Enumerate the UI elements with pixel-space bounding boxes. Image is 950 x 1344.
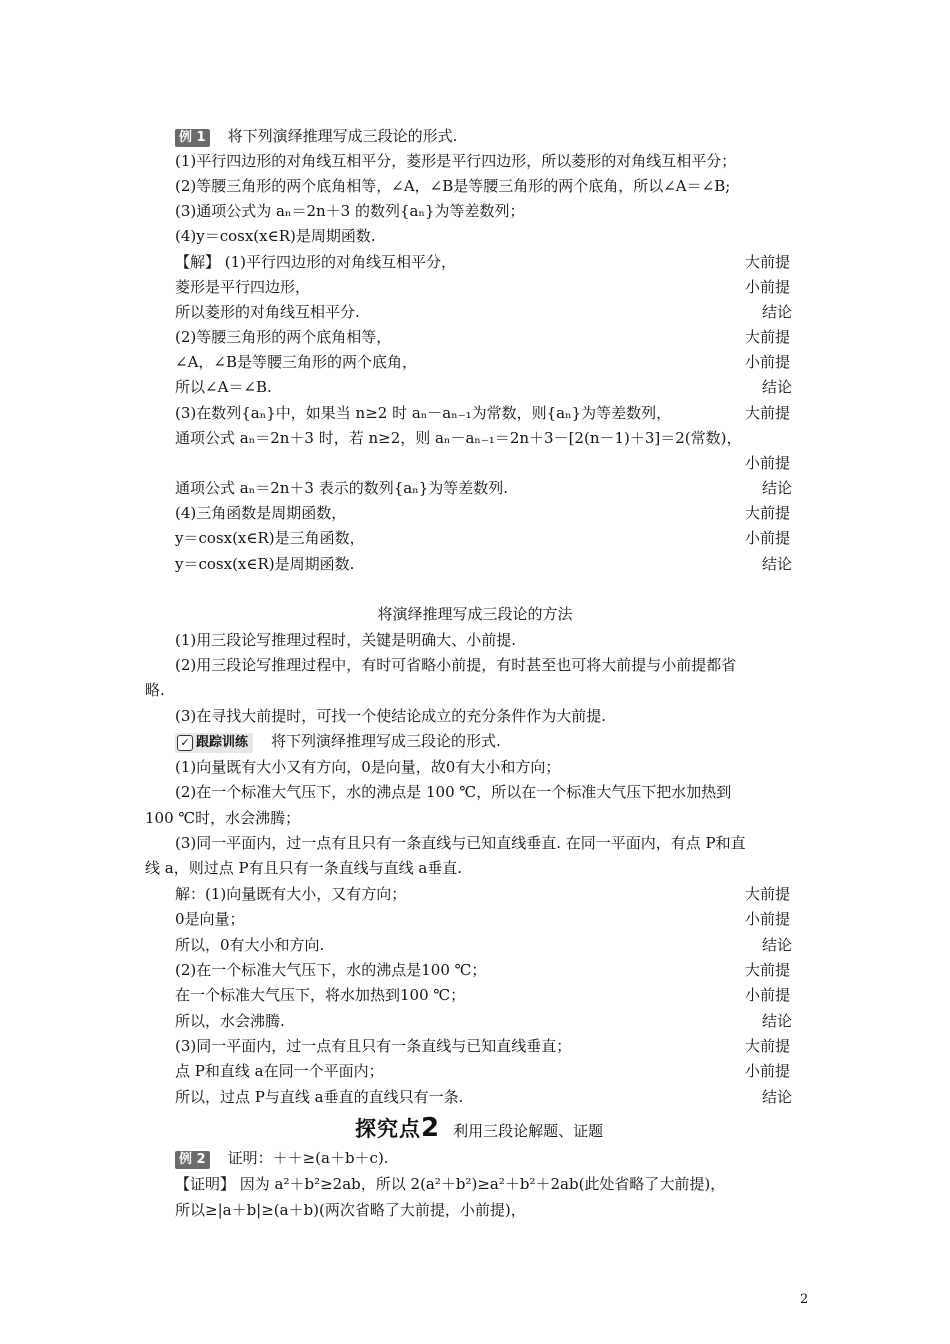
method-line: (1)用三段论写推理过程时，关键是明确大、小前提. bbox=[175, 631, 517, 649]
practice-item: (2)在一个标准大气压下，水的沸点是 100 ℃，所以在一个标准大气压下把水加热到 bbox=[175, 783, 732, 801]
proof-line: 【证明】 因为 a²＋b²≥2ab，所以 2(a²＋b²)≥a²＋b²＋2ab(此处省略了大前提)， bbox=[175, 1175, 726, 1193]
conclusion-tag: 结论 bbox=[762, 555, 793, 573]
example-1-prompt: 将下列演绎推理写成三段论的形式. bbox=[227, 127, 458, 145]
method-line: 略. bbox=[145, 681, 165, 699]
practice-badge: ✓ 跟踪训练 bbox=[175, 733, 253, 753]
practice-item: 线 a，则过点 P有且只有一条直线与直线 a垂直. bbox=[145, 859, 463, 877]
practice-prompt: 将下列演绎推理写成三段论的形式. bbox=[271, 732, 501, 750]
solution-line: 菱形是平行四边形， bbox=[175, 278, 311, 296]
practice-solution-line: 所以，过点 P与直线 a垂直的直线只有一条. bbox=[175, 1088, 464, 1106]
proof-line: 所以≥|a＋b|≥(a＋b)(两次省略了大前提，小前提)， bbox=[175, 1201, 526, 1219]
example-1-badge: 例 1 bbox=[175, 129, 210, 147]
practice-heading bbox=[175, 731, 501, 753]
practice-item: (3)同一平面内，过一点有且只有一条直线与已知直线垂直. 在同一平面内，有点 P和直 bbox=[175, 834, 746, 852]
practice-solution-line: 在一个标准大气压下，将水加热到100 ℃； bbox=[175, 986, 466, 1004]
premise-tag: 大前提 bbox=[745, 253, 791, 271]
premise-tag: 小前提 bbox=[745, 1062, 791, 1080]
page-number: 2 bbox=[800, 1292, 809, 1307]
solution-line: ∠A，∠B是等腰三角形的两个底角， bbox=[175, 353, 417, 371]
practice-solution-line: 所以，水会沸腾. bbox=[175, 1012, 285, 1030]
premise-tag: 大前提 bbox=[745, 885, 791, 903]
conclusion-tag: 结论 bbox=[762, 479, 793, 497]
solution-line: (4)三角函数是周期函数， bbox=[175, 504, 347, 522]
premise-tag: 小前提 bbox=[745, 278, 791, 296]
solution-line: (3)在数列{aₙ}中，如果当 n≥2 时 aₙ－aₙ₋₁为常数，则{aₙ}为等差数列， bbox=[175, 404, 672, 422]
conclusion-tag: 结论 bbox=[762, 1088, 793, 1106]
solution-line: y＝cosx(x∈R)是周期函数. bbox=[175, 555, 355, 573]
solution-line: 所以∠A＝∠B. bbox=[175, 378, 272, 396]
premise-tag: 大前提 bbox=[745, 404, 791, 422]
method-line: (3)在寻找大前提时，可找一个使结论成立的充分条件作为大前提. bbox=[175, 707, 607, 725]
practice-solution-line: 0是向量； bbox=[175, 910, 245, 928]
solution-line: y＝cosx(x∈R)是三角函数， bbox=[175, 529, 365, 547]
premise-tag: 小前提 bbox=[745, 986, 791, 1004]
section-number: 2 bbox=[421, 1113, 440, 1143]
premise-tag: 小前提 bbox=[745, 454, 791, 472]
practice-item: 100 ℃时，水会沸腾； bbox=[145, 809, 301, 827]
solution-line: 所以菱形的对角线互相平分. bbox=[175, 303, 360, 321]
premise-tag: 大前提 bbox=[745, 961, 791, 979]
practice-solution-line: (2)在一个标准大气压下，水的沸点是100 ℃； bbox=[175, 961, 487, 979]
practice-solution-line: 点 P和直线 a在同一个平面内； bbox=[175, 1062, 384, 1080]
example-1-item: (3)通项公式为 aₙ＝2n＋3 的数列{aₙ}为等差数列； bbox=[175, 202, 525, 220]
premise-tag: 小前提 bbox=[745, 529, 791, 547]
section-title: 探究点 bbox=[355, 1117, 421, 1141]
solution-line: (2)等腰三角形的两个底角相等， bbox=[175, 328, 392, 346]
premise-tag: 大前提 bbox=[745, 1037, 791, 1055]
example-1-item: (1)平行四边形的对角线互相平分，菱形是平行四边形，所以菱形的对角线互相平分； bbox=[175, 152, 737, 170]
method-line: (2)用三段论写推理过程中，有时可省略小前提，有时甚至也可将大前提与小前提都省 bbox=[175, 656, 737, 674]
example-2-prompt: 证明：＋＋≥(a＋b＋c). bbox=[227, 1149, 389, 1167]
method-title: 将演绎推理写成三段论的方法 bbox=[377, 605, 573, 623]
example-2-heading bbox=[175, 1148, 389, 1169]
section-2-heading bbox=[355, 1113, 603, 1143]
practice-item: (1)向量既有大小又有方向，0是向量，故0有大小和方向； bbox=[175, 758, 561, 776]
practice-solution-line: 解：(1)向量既有大小，又有方向； bbox=[175, 885, 407, 903]
solution-line: 通项公式 aₙ＝2n＋3 时，若 n≥2，则 aₙ－aₙ₋₁＝2n＋3－[2(n－1)＋3]＝2(常数)， bbox=[175, 429, 742, 447]
conclusion-tag: 结论 bbox=[762, 936, 793, 954]
conclusion-tag: 结论 bbox=[762, 378, 793, 396]
example-1-item: (2)等腰三角形的两个底角相等，∠A，∠B是等腰三角形的两个底角，所以∠A＝∠B; bbox=[175, 177, 731, 195]
practice-solution-line: 所以，0有大小和方向. bbox=[175, 936, 325, 954]
solution-line: 通项公式 aₙ＝2n＋3 表示的数列{aₙ}为等差数列. bbox=[175, 479, 509, 497]
premise-tag: 大前提 bbox=[745, 328, 791, 346]
conclusion-tag: 结论 bbox=[762, 1012, 793, 1030]
premise-tag: 小前提 bbox=[745, 353, 791, 371]
solution-line: 【解】 (1)平行四边形的对角线互相平分， bbox=[175, 253, 457, 271]
example-1-heading bbox=[175, 126, 457, 147]
section-subtitle: 利用三段论解题、证题 bbox=[453, 1122, 604, 1140]
example-2-badge: 例 2 bbox=[175, 1151, 210, 1169]
checkmark-icon: ✓ bbox=[177, 735, 193, 751]
conclusion-tag: 结论 bbox=[762, 303, 793, 321]
premise-tag: 大前提 bbox=[745, 504, 791, 522]
practice-solution-line: (3)同一平面内，过一点有且只有一条直线与已知直线垂直； bbox=[175, 1037, 572, 1055]
premise-tag: 小前提 bbox=[745, 910, 791, 928]
example-1-item: (4)y＝cosx(x∈R)是周期函数. bbox=[175, 227, 376, 245]
